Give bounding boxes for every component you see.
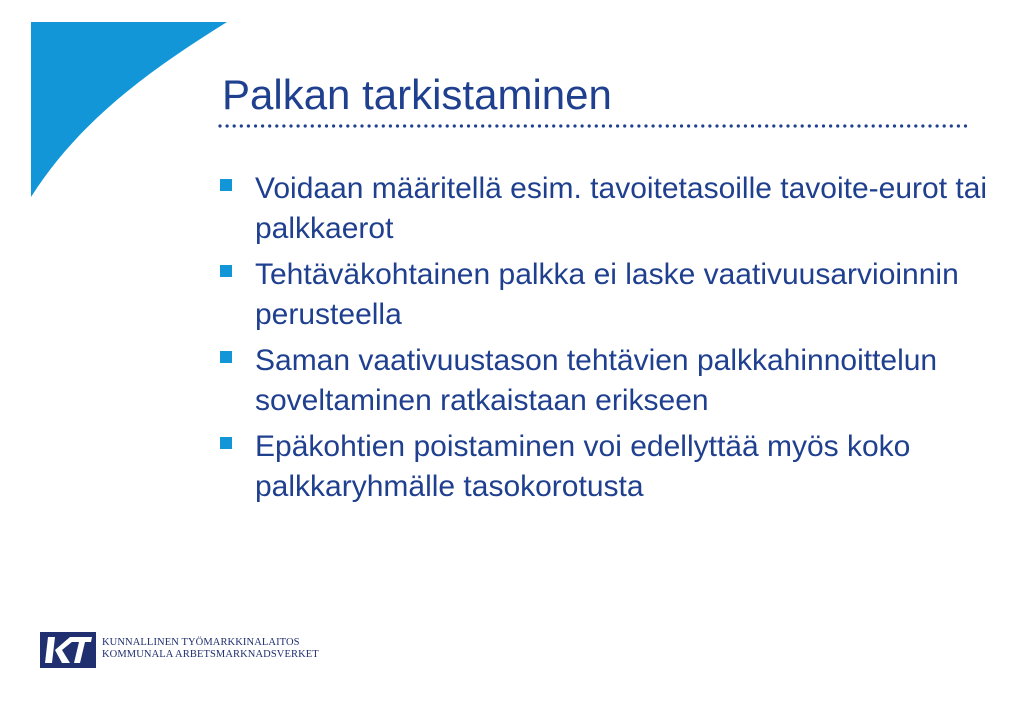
bullet-square-icon [220,265,232,277]
bullet-square-icon [220,351,232,363]
bullet-square-icon [220,179,232,191]
bullet-item [218,341,1008,421]
bullet-text: Voidaan määritellä esim. tavoitetasoille tavoite-eurot tai palkkaerot [255,172,988,245]
bullet-list [218,169,1008,513]
bullet-item [218,255,1008,335]
kt-logo-icon [40,632,96,668]
bullet-text: Epäkohtien poistaminen voi edellyttää myös koko palkkaryhmälle tasokorotusta [255,430,911,503]
bullet-item [218,169,1008,249]
logo-text-line-2: KOMMUNALA ARBETSMARKNADSVERKET [102,649,319,660]
corner-decoration [0,0,240,210]
bullet-text: Saman vaativuustason tehtävien palkkahinnoittelun soveltaminen ratkaistaan erikseen [255,344,938,417]
bullet-text: Tehtäväkohtainen palkka ei laske vaativuusarvioinnin perusteella [255,258,959,331]
bullet-item [218,427,1008,507]
bullet-square-icon [220,437,232,449]
organization-logo [40,629,330,669]
logo-text-line-1: KUNNALLINEN TYÖMARKKINALAITOS [102,637,300,648]
page-title: Palkan tarkistaminen [222,71,612,118]
title-dotted-rule [218,123,970,129]
